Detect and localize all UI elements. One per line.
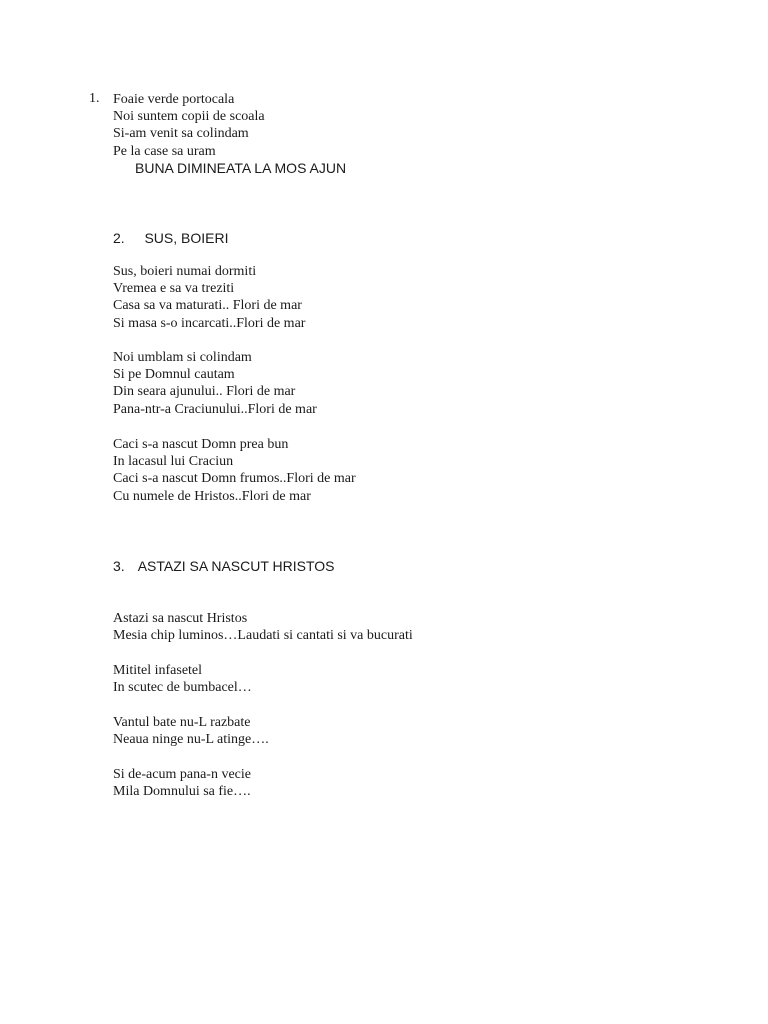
song2-line: In lacasul lui Craciun (113, 454, 234, 470)
song3-line: Vantul bate nu-L razbate (113, 715, 251, 730)
song2-line: Din seara ajunului.. Flori de mar (113, 384, 296, 400)
song3-line: Mesia chip luminos…Laudati si cantati si va bucurati (113, 628, 413, 644)
song3-line: Astazi sa nascut Hristos (113, 611, 248, 626)
song3-stanza (113, 610, 413, 644)
song1-refrain: BUNA DIMINEATA LA MOS AJUN (135, 159, 347, 176)
song2-line: Vremea e sa va treziti (113, 281, 235, 297)
song1-line: Pe la case sa uram (113, 143, 216, 159)
song2-line: Si masa s-o incarcati..Flori de mar (113, 315, 306, 331)
song3-line: In scutec de bumbacel… (113, 680, 252, 696)
song2-heading (113, 230, 229, 247)
song3-stanza (113, 714, 269, 748)
song2-title: SUS, BOIERI (144, 230, 229, 246)
song2-stanza (113, 263, 305, 332)
song2-line: Casa sa va maturati.. Flori de mar (113, 298, 302, 314)
song3-line: Mititel infasetel (113, 663, 203, 678)
song3-line: Mila Domnului sa fie…. (113, 784, 251, 800)
song3-number: 3. (113, 558, 125, 574)
song3-heading (113, 558, 335, 575)
song1-line: Foaie verde portocala (113, 92, 235, 107)
song3-stanza (113, 766, 251, 800)
song2-line: Caci s-a nascut Domn prea bun (113, 437, 289, 452)
song3-line: Neaua ninge nu-L atinge…. (113, 732, 269, 748)
song2-line: Caci s-a nascut Domn frumos..Flori de mar (113, 471, 356, 487)
song1-lyrics (113, 91, 346, 177)
song2-line: Pana-ntr-a Craciunului..Flori de mar (113, 401, 317, 417)
song2-line: Sus, boieri numai dormiti (113, 264, 257, 279)
song2-line: Noi umblam si colindam (113, 350, 252, 365)
song3-stanza (113, 662, 252, 696)
song2-number: 2. (113, 230, 125, 246)
song3-line: Si de-acum pana-n vecie (113, 767, 251, 782)
song1-line: Si-am venit sa colindam (113, 126, 249, 142)
song3-title: ASTAZI SA NASCUT HRISTOS (137, 558, 335, 574)
song2-stanza (113, 349, 317, 418)
song2-stanza (113, 436, 356, 505)
song2-line: Si pe Domnul cautam (113, 367, 235, 383)
song2-line: Cu numele de Hristos..Flori de mar (113, 488, 311, 504)
song1-number: 1. (89, 91, 100, 106)
song1-line: Noi suntem copii de scoala (113, 109, 265, 125)
